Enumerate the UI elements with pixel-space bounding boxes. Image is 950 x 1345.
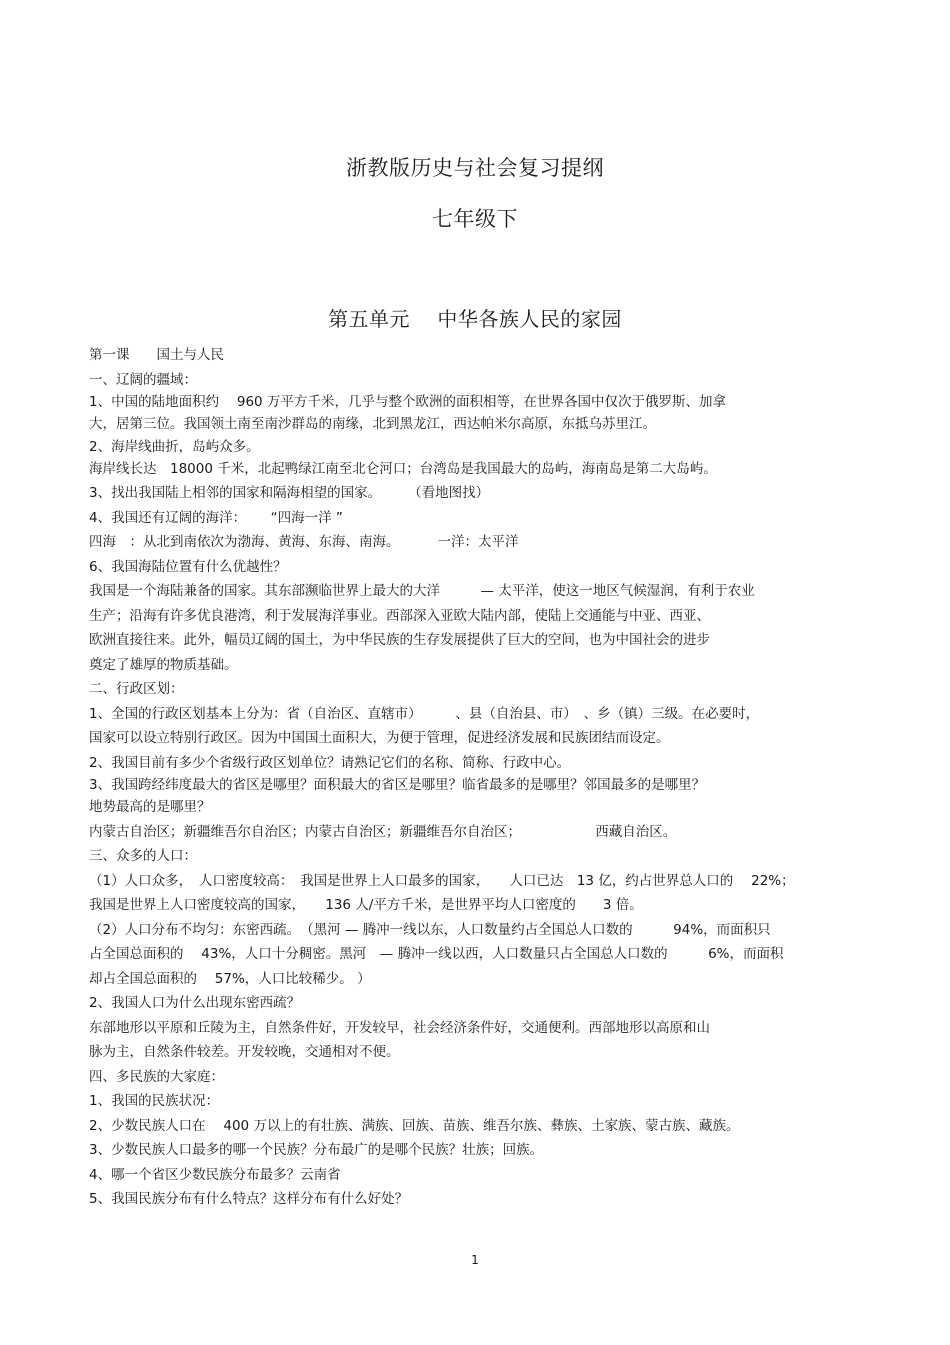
body-line: 3、找出我国陆上相邻的国家和隔海相望的国家。 （看地图找） xyxy=(89,485,490,501)
document-subtitle: 七年级下 xyxy=(432,207,518,231)
body-line: （1）人口众多， 人口密度较高： 我国是世界上人口最多的国家， 人口已达 13 亿，约占世界总人口的 22%； xyxy=(89,872,795,889)
body-line: 却占全国总面积的 57%，人口比较稀少。 ） xyxy=(89,970,371,987)
document-body xyxy=(89,343,879,1212)
body-line: 占全国总面积的 43%，人口十分稠密。黑河 — 腾冲一线以西，人口数量只占全国总人口数的 6%，而面积 xyxy=(89,946,784,962)
section-heading: 四、多民族的大家庭： xyxy=(89,1068,224,1085)
body-line: 大，居第三位。我国领土南至南沙群岛的南缘，北到黑龙江，西达帕米尔高原，东抵乌苏里江。 xyxy=(89,416,656,432)
body-line: 我国是一个海陆兼备的国家。其东部濒临世界上最大的大洋 — 太平洋，使这一地区气候湿润，有利于农业 xyxy=(89,583,755,599)
body-line: 我国是世界上人口密度较高的国家， 136 人/平方千米，是世界平均人口密度的 3 倍。 xyxy=(89,897,643,913)
section-heading: 三、众多的人口： xyxy=(89,848,197,864)
body-line: （2）人口分布不均匀：东密西疏。 （黑河 — 腾冲一线以东，人口数量约占全国总人口数的 94%，而面积只 xyxy=(89,921,771,938)
body-line: 生产；沿海有许多优良港湾，利于发展海洋事业。西部深入亚欧大陆内部，使陆上交通能与中亚、西亚、 xyxy=(89,607,710,624)
body-line: 脉为主，自然条件较差。开发较晚，交通相对不便。 xyxy=(89,1044,400,1060)
body-line: 奠定了雄厚的物质基础。 xyxy=(89,656,238,673)
body-line: 东部地形以平原和丘陵为主，自然条件好，开发较早，社会经济条件好，交通便利。西部地形以高原和山 xyxy=(89,1019,710,1036)
body-line: 2、少数民族人口在 400 万以上的有壮族、满族、回族、苗族、维吾尔族、彝族、土家族、蒙古族、藏族。 xyxy=(89,1117,740,1134)
document-title: 浙教版历史与社会复习提纲 xyxy=(346,156,604,180)
section-heading: 二、行政区划： xyxy=(89,681,184,697)
body-line: 内蒙古自治区；新疆维吾尔自治区；内蒙古自治区；新疆维吾尔自治区； 西藏自治区。 xyxy=(89,823,677,840)
body-line: 2、海岸线曲折，岛屿众多。 xyxy=(89,438,260,455)
page-number: 1 xyxy=(471,1253,479,1267)
body-line: 地势最高的是哪里？ xyxy=(89,799,211,815)
body-line: 国家可以设立特别行政区。因为中国国土面积大，为便于管理，促进经济发展和民族团结而设定。 xyxy=(89,730,670,746)
body-line: 海岸线长达 18000 千米，北起鸭绿江南至北仑河口；台湾岛是我国最大的岛屿，海南岛是第二大岛屿。 xyxy=(89,460,717,477)
body-line: 4、哪一个省区少数民族分布最多？云南省 xyxy=(89,1166,341,1183)
unit-heading: 第五单元 中华各族人民的家园 xyxy=(328,307,622,331)
body-line: 四海 ：从北到南依次为渤海、黄海、东海、南海。 一洋：太平洋 xyxy=(89,534,519,550)
body-line: 4、我国还有辽阔的海洋： “四海一洋 ” xyxy=(89,509,343,526)
body-line: 2、我国目前有多少个省级行政区划单位？请熟记它们的名称、简称、行政中心。 xyxy=(89,754,571,771)
body-line: 5、我国民族分布有什么特点？这样分布有什么好处？ xyxy=(89,1191,409,1207)
body-line: 2、我国人口为什么出现东密西疏？ xyxy=(89,995,301,1011)
body-line: 6、我国海陆位置有什么优越性？ xyxy=(89,558,287,575)
lesson-heading: 第一课 国土与人民 xyxy=(89,347,224,363)
body-line: 3、我国跨经纬度最大的省区是哪里？面积最大的省区是哪里？临省最多的是哪里？邻国最多的是哪里？ xyxy=(89,777,706,793)
body-line: 1、中国的陆地面积约 960 万平方千米，几乎与整个欧洲的面积相等，在世界各国中仅次于俄罗斯、加拿 xyxy=(89,394,726,410)
section-heading: 一、辽阔的疆域： xyxy=(89,371,197,388)
body-line: 1、我国的民族状况： xyxy=(89,1093,220,1109)
body-line: 1、全国的行政区划基本上分为：省（自治区、直辖市） 、县（自治县、市） 、乡（镇）三级。在必要时， xyxy=(89,705,760,722)
body-line: 欧洲直接往来。此外，幅员辽阔的国土，为中华民族的生存发展提供了巨大的空间，也为中国社会的进步 xyxy=(89,632,710,648)
body-line: 3、少数民族人口最多的哪一个民族？分布最广的是哪个民族？壮族；回族。 xyxy=(89,1142,544,1158)
